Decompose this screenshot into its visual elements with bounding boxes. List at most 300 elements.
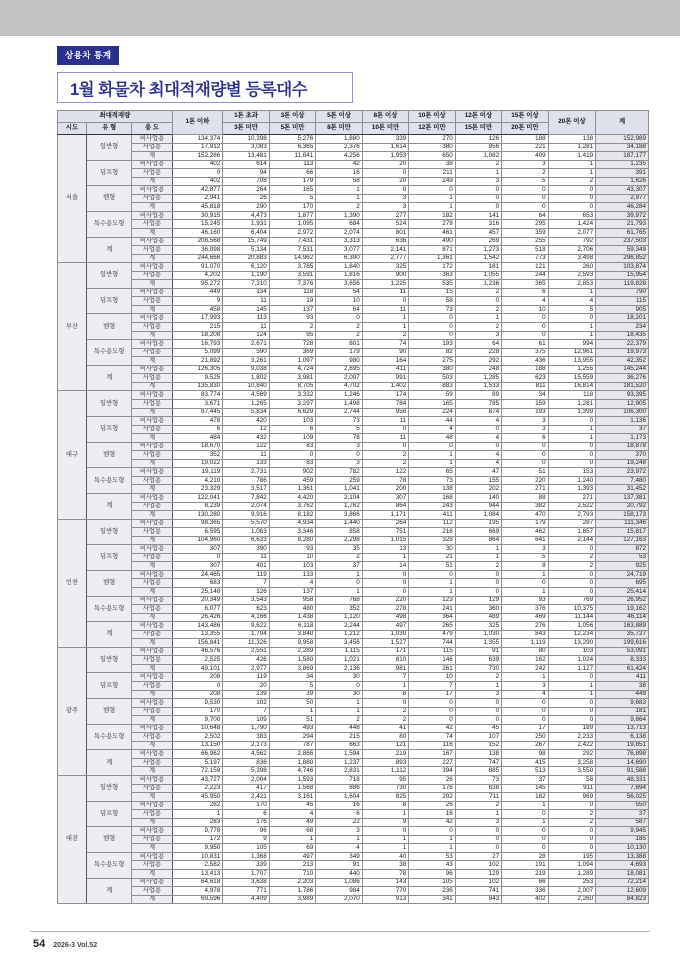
- value-cell: 43,727: [172, 776, 223, 785]
- value-cell: 417: [223, 784, 269, 793]
- usage-label: 계: [132, 639, 172, 648]
- value-cell: 3,498: [548, 254, 596, 263]
- value-cell: 359: [502, 229, 548, 238]
- value-cell: 1,568: [269, 784, 315, 793]
- value-cell: 3,866: [316, 511, 362, 520]
- value-cell: 2,141: [362, 246, 408, 255]
- value-cell: 7,310: [223, 280, 269, 289]
- value-cell: 708: [223, 177, 269, 186]
- value-cell: 741: [455, 887, 501, 896]
- value-cell: 4: [455, 417, 501, 426]
- value-cell: 102: [455, 861, 501, 870]
- value-cell: 265: [409, 622, 455, 631]
- value-cell: 1: [409, 203, 455, 212]
- value-cell: 23,329: [172, 485, 223, 494]
- total-cell: 234: [596, 323, 649, 332]
- value-cell: 38: [409, 160, 455, 169]
- vehicle-type-label: 밴형: [86, 570, 131, 596]
- table-row: [58, 203, 649, 212]
- value-cell: 0: [409, 186, 455, 195]
- value-cell: 179: [316, 348, 362, 357]
- usage-label: 비사업용: [132, 365, 172, 374]
- total-cell: 34,188: [596, 143, 649, 152]
- usage-label: 사업용: [132, 656, 172, 665]
- value-cell: 1,786: [269, 887, 315, 896]
- total-cell: 18,081: [596, 870, 649, 879]
- value-cell: 64: [502, 211, 548, 220]
- value-cell: 1,015: [362, 536, 408, 545]
- value-cell: 1,281: [548, 143, 596, 152]
- value-cell: 66: [502, 878, 548, 887]
- value-cell: 3,077: [316, 246, 362, 255]
- value-cell: 6: [172, 425, 223, 434]
- value-cell: 102: [455, 878, 501, 887]
- value-cell: 146: [409, 656, 455, 665]
- value-cell: 1,498: [316, 399, 362, 408]
- value-cell: 170: [223, 801, 269, 810]
- total-cell: 905: [596, 305, 649, 314]
- usage-label: 비사업용: [132, 750, 172, 759]
- value-cell: 195: [548, 852, 596, 861]
- value-cell: 1,225: [362, 280, 408, 289]
- value-cell: 1,273: [455, 246, 501, 255]
- usage-label: 사업용: [132, 784, 172, 793]
- usage-label: 비사업용: [132, 442, 172, 451]
- total-cell: 695: [596, 579, 649, 588]
- value-cell: 1: [409, 844, 455, 853]
- total-cell: 93,395: [596, 391, 649, 400]
- value-cell: 2,671: [223, 340, 269, 349]
- total-cell: 23,972: [596, 468, 649, 477]
- value-cell: 3,083: [223, 143, 269, 152]
- total-cell: 181: [596, 707, 649, 716]
- value-cell: 4,978: [172, 887, 223, 896]
- value-cell: 1: [409, 587, 455, 596]
- value-cell: 1,802: [223, 374, 269, 383]
- table-row: [58, 254, 649, 263]
- value-cell: 54: [316, 288, 362, 297]
- value-cell: 0: [316, 451, 362, 460]
- value-cell: 0: [502, 835, 548, 844]
- value-cell: 402: [172, 160, 223, 169]
- value-cell: 7: [362, 673, 408, 682]
- value-cell: 294: [269, 733, 315, 742]
- vehicle-type-label: 계: [86, 878, 131, 904]
- value-cell: 390: [223, 545, 269, 554]
- usage-label: 사업용: [132, 169, 172, 178]
- table-row: [58, 647, 649, 656]
- value-cell: 224: [409, 408, 455, 417]
- value-cell: 3: [362, 194, 408, 203]
- value-cell: 0: [172, 553, 223, 562]
- table-body: [58, 135, 649, 904]
- usage-label: 사업용: [132, 271, 172, 280]
- value-cell: 8: [362, 801, 408, 810]
- value-cell: 1: [409, 451, 455, 460]
- value-cell: 810: [362, 656, 408, 665]
- value-cell: 179: [502, 519, 548, 528]
- value-cell: 843: [502, 630, 548, 639]
- value-cell: 6: [316, 810, 362, 819]
- value-cell: 42: [409, 724, 455, 733]
- value-cell: 1,115: [316, 647, 362, 656]
- value-cell: 1,880: [269, 758, 315, 767]
- value-cell: 7: [409, 682, 455, 691]
- value-cell: 426: [223, 656, 269, 665]
- usage-label: 비사업용: [132, 827, 172, 836]
- value-cell: 172: [409, 263, 455, 272]
- value-cell: 3: [362, 203, 408, 212]
- value-cell: 3,297: [269, 399, 315, 408]
- value-cell: 307: [172, 545, 223, 554]
- value-cell: 42: [316, 160, 362, 169]
- value-cell: 34: [502, 391, 548, 400]
- vehicle-type-label: 밴형: [86, 442, 131, 468]
- value-cell: 401: [223, 562, 269, 571]
- value-cell: 8,182: [269, 511, 315, 520]
- value-cell: 13,150: [172, 741, 223, 750]
- vehicle-type-label: 특수용도형: [86, 340, 131, 366]
- value-cell: 9: [172, 297, 223, 306]
- value-cell: 6,633: [223, 536, 269, 545]
- value-cell: 375: [502, 348, 548, 357]
- value-cell: 4: [409, 425, 455, 434]
- usage-label: 계: [132, 331, 172, 340]
- value-cell: 4,473: [223, 211, 269, 220]
- value-cell: 2,522: [548, 502, 596, 511]
- value-cell: 3: [316, 442, 362, 451]
- value-cell: 458: [172, 305, 223, 314]
- value-cell: 193: [409, 340, 455, 349]
- table-row: [58, 545, 649, 554]
- value-cell: 46,576: [172, 647, 223, 656]
- total-cell: 22,379: [596, 340, 649, 349]
- value-cell: 8,705: [269, 382, 315, 391]
- value-cell: 0: [455, 297, 501, 306]
- value-cell: 0: [455, 579, 501, 588]
- value-cell: 9,038: [223, 365, 269, 374]
- header-range-3-bottom: 10톤 미만: [362, 123, 408, 135]
- header-total: 계: [596, 111, 649, 135]
- value-cell: 220: [502, 476, 548, 485]
- usage-label: 계: [132, 177, 172, 186]
- value-cell: 124: [223, 331, 269, 340]
- table-row: [58, 810, 649, 819]
- table-row: [58, 682, 649, 691]
- value-cell: 1,030: [455, 630, 501, 639]
- value-cell: 5,099: [172, 348, 223, 357]
- value-cell: 170: [172, 707, 223, 716]
- table-row: [58, 818, 649, 827]
- value-cell: 1: [409, 194, 455, 203]
- value-cell: 3: [455, 331, 501, 340]
- value-cell: 30: [409, 545, 455, 554]
- usage-label: 사업용: [132, 733, 172, 742]
- value-cell: 208,568: [172, 237, 223, 246]
- total-cell: 152,989: [596, 135, 649, 144]
- value-cell: 1,840: [316, 263, 362, 272]
- usage-label: 사업용: [132, 835, 172, 844]
- total-cell: 46,114: [596, 613, 649, 622]
- value-cell: 19,119: [172, 468, 223, 477]
- value-cell: 2,074: [316, 229, 362, 238]
- value-cell: 137: [269, 587, 315, 596]
- value-cell: 276: [502, 622, 548, 631]
- value-cell: 5,134: [223, 246, 269, 255]
- value-cell: 123: [409, 596, 455, 605]
- vehicle-type-label: 특수용도형: [86, 852, 131, 878]
- value-cell: 3,638: [223, 878, 269, 887]
- value-cell: 1: [316, 707, 362, 716]
- value-cell: 1,240: [548, 476, 596, 485]
- value-cell: 174: [362, 391, 408, 400]
- value-cell: 13,290: [548, 639, 596, 648]
- table-row: [58, 459, 649, 468]
- value-cell: 1,212: [316, 630, 362, 639]
- value-cell: 1: [455, 314, 501, 323]
- usage-label: 사업용: [132, 246, 172, 255]
- value-cell: 20: [362, 160, 408, 169]
- value-cell: 0: [548, 442, 596, 451]
- table-row: [58, 870, 649, 879]
- usage-label: 계: [132, 485, 172, 494]
- usage-label: 비사업용: [132, 340, 172, 349]
- value-cell: 2: [316, 323, 362, 332]
- table-row: [58, 511, 649, 520]
- value-cell: 3,161: [269, 793, 315, 802]
- header-range-4-top: 10톤 이상: [409, 111, 455, 123]
- value-cell: 958: [362, 408, 408, 417]
- value-cell: 0: [455, 716, 501, 725]
- usage-label: 계: [132, 229, 172, 238]
- value-cell: 4,569: [223, 391, 269, 400]
- header-20ton-over: 20톤 이상: [548, 111, 596, 135]
- value-cell: 11: [223, 553, 269, 562]
- value-cell: 2: [362, 331, 408, 340]
- value-cell: 292: [455, 357, 501, 366]
- value-cell: 69,596: [172, 895, 223, 904]
- table-row: [58, 895, 649, 904]
- value-cell: 216: [409, 528, 455, 537]
- value-cell: 6,077: [172, 605, 223, 614]
- value-cell: 0: [409, 716, 455, 725]
- table-row: [58, 263, 649, 272]
- value-cell: 1: [502, 818, 548, 827]
- usage-label: 비사업용: [132, 647, 172, 656]
- value-cell: 278: [362, 605, 408, 614]
- value-cell: 911: [548, 784, 596, 793]
- value-cell: 16,793: [172, 340, 223, 349]
- value-cell: 112: [409, 519, 455, 528]
- value-cell: 0: [502, 203, 548, 212]
- value-cell: 21: [409, 553, 455, 562]
- value-cell: 153: [548, 468, 596, 477]
- value-cell: 0: [548, 827, 596, 836]
- value-cell: 14,962: [269, 254, 315, 263]
- value-cell: 104,960: [172, 536, 223, 545]
- total-cell: 91,588: [596, 767, 649, 776]
- total-cell: 53: [596, 553, 649, 562]
- total-cell: 12,905: [596, 399, 649, 408]
- value-cell: 639: [455, 656, 501, 665]
- value-cell: 883: [409, 382, 455, 391]
- value-cell: 220: [362, 596, 408, 605]
- value-cell: 773: [502, 254, 548, 263]
- value-cell: 1,112: [362, 767, 408, 776]
- value-cell: 2,731: [223, 468, 269, 477]
- usage-label: 계: [132, 280, 172, 289]
- value-cell: 11: [362, 434, 408, 443]
- value-cell: 0: [362, 699, 408, 708]
- value-cell: 614: [223, 160, 269, 169]
- total-cell: 36,276: [596, 374, 649, 383]
- value-cell: 1,120: [316, 613, 362, 622]
- value-cell: 243: [409, 502, 455, 511]
- value-cell: 6: [223, 810, 269, 819]
- total-cell: 115: [596, 297, 649, 306]
- value-cell: 48: [409, 434, 455, 443]
- value-cell: 1,355: [455, 639, 501, 648]
- value-cell: 3,456: [316, 639, 362, 648]
- table-header: [58, 111, 649, 135]
- value-cell: 193: [502, 408, 548, 417]
- usage-label: 계: [132, 587, 172, 596]
- value-cell: 6,595: [172, 528, 223, 537]
- total-cell: 25,414: [596, 587, 649, 596]
- value-cell: 1,055: [455, 271, 501, 280]
- value-cell: 2: [548, 562, 596, 571]
- table-row: [58, 271, 649, 280]
- value-cell: 2,744: [316, 408, 362, 417]
- usage-label: 계: [132, 254, 172, 263]
- value-cell: 45: [455, 724, 501, 733]
- table-row: [58, 630, 649, 639]
- value-cell: 489: [455, 613, 501, 622]
- value-cell: 2: [269, 323, 315, 332]
- usage-label: 비사업용: [132, 724, 172, 733]
- total-cell: 9,683: [596, 699, 649, 708]
- value-cell: 51: [269, 716, 315, 725]
- value-cell: 267: [502, 741, 548, 750]
- value-cell: 2,376: [316, 143, 362, 152]
- value-cell: 295: [502, 220, 548, 229]
- value-cell: 15,749: [223, 237, 269, 246]
- value-cell: 9,530: [172, 699, 223, 708]
- total-cell: 37: [596, 425, 649, 434]
- value-cell: 38: [362, 861, 408, 870]
- value-cell: 1: [362, 323, 408, 332]
- value-cell: 864: [455, 536, 501, 545]
- value-cell: 74: [409, 733, 455, 742]
- usage-label: 비사업용: [132, 545, 172, 554]
- value-cell: 189: [548, 724, 596, 733]
- value-cell: 73: [409, 305, 455, 314]
- value-cell: 1,440: [316, 519, 362, 528]
- value-cell: 275: [409, 357, 455, 366]
- value-cell: 1,024: [548, 656, 596, 665]
- value-cell: 162: [502, 656, 548, 665]
- table-row: [58, 835, 649, 844]
- table-row: [58, 528, 649, 537]
- usage-label: 계: [132, 152, 172, 161]
- value-cell: 170: [269, 203, 315, 212]
- table-row: [58, 656, 649, 665]
- value-cell: 5: [269, 682, 315, 691]
- value-cell: 2,144: [548, 536, 596, 545]
- value-cell: 73: [316, 417, 362, 426]
- value-cell: 95: [269, 331, 315, 340]
- table-row: [58, 417, 649, 426]
- value-cell: 80: [362, 733, 408, 742]
- value-cell: 16: [316, 801, 362, 810]
- value-cell: 770: [362, 887, 408, 896]
- value-cell: 1,030: [362, 630, 408, 639]
- value-cell: 1: [316, 570, 362, 579]
- value-cell: 0: [548, 451, 596, 460]
- value-cell: 93: [269, 545, 315, 554]
- value-cell: 380: [409, 365, 455, 374]
- volume-label: 2026-3 Vol.52: [53, 942, 98, 949]
- value-cell: 1,438: [269, 613, 315, 622]
- value-cell: 64,618: [172, 878, 223, 887]
- value-cell: 1,762: [316, 502, 362, 511]
- value-cell: 0: [548, 801, 596, 810]
- value-cell: 0: [548, 579, 596, 588]
- value-cell: 2: [548, 810, 596, 819]
- value-cell: 0: [502, 451, 548, 460]
- value-cell: 9,958: [269, 639, 315, 648]
- total-cell: 550: [596, 801, 649, 810]
- value-cell: 138: [455, 750, 501, 759]
- vehicle-type-label: 계: [86, 493, 131, 519]
- value-cell: 1: [172, 810, 223, 819]
- table-row: [58, 844, 649, 853]
- value-cell: 1: [502, 673, 548, 682]
- value-cell: 663: [316, 741, 362, 750]
- usage-label: 비사업용: [132, 852, 172, 861]
- value-cell: 83,774: [172, 391, 223, 400]
- value-cell: 6,390: [316, 254, 362, 263]
- value-cell: 2,007: [548, 887, 596, 896]
- value-cell: 0: [316, 579, 362, 588]
- value-cell: 2: [455, 673, 501, 682]
- header-range-1-top: 3톤 이상: [269, 111, 315, 123]
- table-row: [58, 305, 649, 314]
- table-row: [58, 425, 649, 434]
- value-cell: 825: [362, 793, 408, 802]
- value-cell: 98: [502, 750, 548, 759]
- value-cell: 4,562: [223, 750, 269, 759]
- value-cell: 1: [548, 323, 596, 332]
- usage-label: 사업용: [132, 605, 172, 614]
- value-cell: 91: [455, 647, 501, 656]
- table-row: [58, 639, 649, 648]
- value-cell: 787: [269, 741, 315, 750]
- value-cell: 5: [269, 194, 315, 203]
- value-cell: 13,413: [172, 870, 223, 879]
- value-cell: 9: [223, 835, 269, 844]
- value-cell: 1: [548, 425, 596, 434]
- value-cell: 103: [269, 417, 315, 426]
- value-cell: 1: [548, 169, 596, 178]
- value-cell: 1: [455, 545, 501, 554]
- value-cell: 363: [409, 271, 455, 280]
- value-cell: 5: [502, 177, 548, 186]
- table-row: [58, 741, 649, 750]
- value-cell: 58: [409, 297, 455, 306]
- value-cell: 2,004: [223, 776, 269, 785]
- value-cell: 1: [455, 169, 501, 178]
